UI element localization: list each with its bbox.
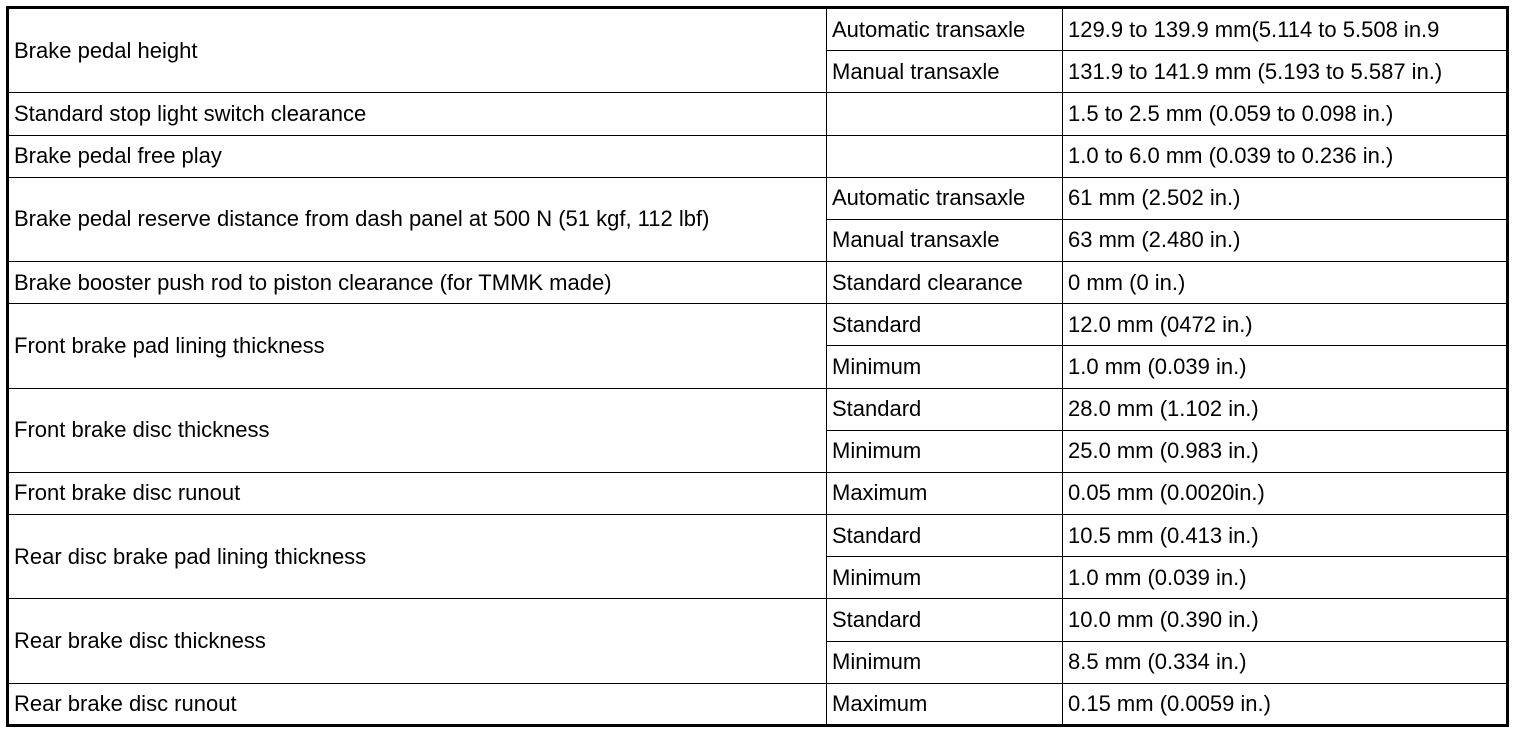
table-row — [8, 8, 1508, 51]
value-cell: 8.5 mm (0.334 in.) — [1063, 641, 1508, 683]
item-cell: Standard stop light switch clearance — [8, 93, 827, 135]
condition-cell: Maximum — [827, 472, 1063, 514]
condition-cell — [827, 93, 1063, 135]
table-row — [8, 177, 1508, 219]
value-cell: 131.9 to 141.9 mm (5.193 to 5.587 in.) — [1063, 51, 1508, 93]
item-cell: Rear brake disc thickness — [8, 599, 827, 683]
condition-cell: Minimum — [827, 430, 1063, 472]
condition-cell: Minimum — [827, 641, 1063, 683]
condition-cell: Standard — [827, 515, 1063, 557]
value-cell: 25.0 mm (0.983 in.) — [1063, 430, 1508, 472]
condition-cell: Automatic transaxle — [827, 8, 1063, 51]
condition-cell: Manual transaxle — [827, 51, 1063, 93]
condition-cell: Automatic transaxle — [827, 177, 1063, 219]
value-cell: 12.0 mm (0472 in.) — [1063, 304, 1508, 346]
table-row — [8, 683, 1508, 725]
item-cell: Front brake pad lining thickness — [8, 304, 827, 388]
condition-cell: Maximum — [827, 683, 1063, 725]
table-row — [8, 93, 1508, 135]
table-row — [8, 135, 1508, 177]
value-cell: 1.0 mm (0.039 in.) — [1063, 346, 1508, 388]
value-cell: 61 mm (2.502 in.) — [1063, 177, 1508, 219]
condition-cell: Minimum — [827, 557, 1063, 599]
value-cell: 10.0 mm (0.390 in.) — [1063, 599, 1508, 641]
item-cell: Front brake disc thickness — [8, 388, 827, 472]
item-cell: Brake pedal free play — [8, 135, 827, 177]
value-cell: 63 mm (2.480 in.) — [1063, 219, 1508, 261]
table-row — [8, 304, 1508, 346]
condition-cell: Standard — [827, 304, 1063, 346]
condition-cell: Standard — [827, 388, 1063, 430]
value-cell: 1.5 to 2.5 mm (0.059 to 0.098 in.) — [1063, 93, 1508, 135]
item-cell: Rear disc brake pad lining thickness — [8, 515, 827, 599]
table-row — [8, 599, 1508, 641]
condition-cell: Standard — [827, 599, 1063, 641]
value-cell: 0.15 mm (0.0059 in.) — [1063, 683, 1508, 725]
table-row — [8, 388, 1508, 430]
condition-cell: Minimum — [827, 346, 1063, 388]
value-cell: 129.9 to 139.9 mm(5.114 to 5.508 in.9 — [1063, 8, 1508, 51]
condition-cell: Standard clearance — [827, 262, 1063, 304]
condition-cell — [827, 135, 1063, 177]
item-cell: Brake pedal height — [8, 8, 827, 93]
value-cell: 1.0 mm (0.039 in.) — [1063, 557, 1508, 599]
item-cell: Brake pedal reserve distance from dash panel at 500 N (51 kgf, 112 lbf) — [8, 177, 827, 261]
value-cell: 10.5 mm (0.413 in.) — [1063, 515, 1508, 557]
specification-table — [6, 6, 1509, 727]
table-row — [8, 472, 1508, 514]
value-cell: 0 mm (0 in.) — [1063, 262, 1508, 304]
value-cell: 1.0 to 6.0 mm (0.039 to 0.236 in.) — [1063, 135, 1508, 177]
item-cell: Rear brake disc runout — [8, 683, 827, 725]
value-cell: 0.05 mm (0.0020in.) — [1063, 472, 1508, 514]
table-row — [8, 515, 1508, 557]
value-cell: 28.0 mm (1.102 in.) — [1063, 388, 1508, 430]
table-row — [8, 262, 1508, 304]
item-cell: Front brake disc runout — [8, 472, 827, 514]
item-cell: Brake booster push rod to piston clearance (for TMMK made) — [8, 262, 827, 304]
condition-cell: Manual transaxle — [827, 219, 1063, 261]
